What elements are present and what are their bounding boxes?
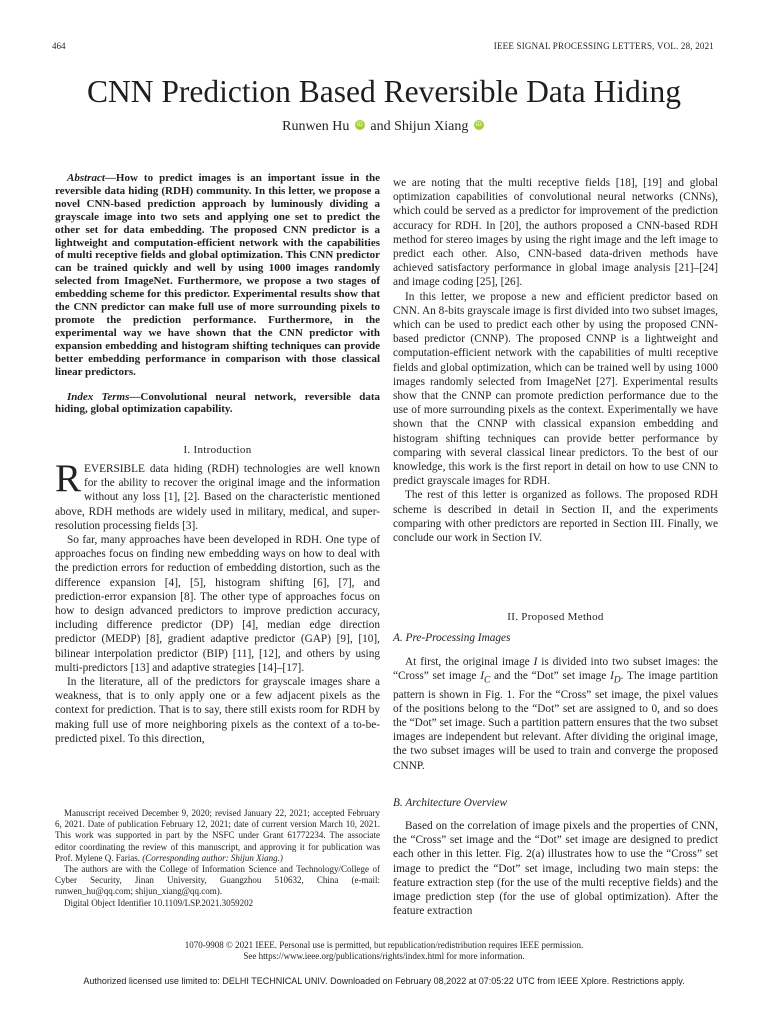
journal-header: IEEE SIGNAL PROCESSING LETTERS, VOL. 28, 2021	[493, 41, 714, 51]
intro-paragraph-3: In the literature, all of the predictors for grayscale images share a weakness, that is to only apply one or a few adjacent pixels as the context for prediction. That is to say, there still exists room for RDH by making full use of more neighboring pixels as the context of a to-be-predicted pixel. To this direction,	[55, 676, 380, 745]
footnote	[55, 808, 380, 909]
index-terms-label: Index Terms	[67, 390, 130, 403]
copyright-line-1: 1070-9908 © 2021 IEEE. Personal use is permitted, but republication/redistribution requires IEEE permission.	[184, 940, 584, 950]
intro-paragraph-4: we are noting that the multi receptive fields [18], [19] and global optimization capabilities of convolutional neural networks (CNNs), which could be served as a predictor for improvement of the prediction accuracy for RDH. In [20], the authors proposed a CNN-based RDH method for stereo images by using the right image and the left image to predict each other. Also, CNN-based data-driven methods have achieved satisfactory performance in global image analysis [21]–[24] and image coding [25], [26].	[393, 177, 718, 289]
paper-title: CNN Prediction Based Reversible Data Hiding	[86, 74, 681, 109]
abstract-label: Abstract	[67, 172, 105, 184]
introduction-body	[55, 457, 380, 746]
abstract-text: —How to predict images is an important issue in the reversible data hiding (RDH) community. In this letter, we propose a novel CNN-based prediction approach by luminously dividing a grayscale image into two sets and applying one set to predict the other set for data embedding. The proposed CNN predictor is a lightweight and computation-efficient network with the capabilities of multi receptive fields and global optimization. This CNN predictor can be trained quickly and well by using 1000 images randomly selected from ImageNet. Furthermore, we propose a two stages of embedding scheme for this predictor. Experimental results show that the CNN predictor can make full use of more surrounding pixels to promote the prediction performance. Furthermore, in the experimental way we have shown that the CNN predictor with expansion embedding and histogram shifting techniques can provide better embedding performance in comparison with those classical linear predictors.	[55, 172, 380, 378]
intro-paragraph-1: EVERSIBLE data hiding (RDH) technologies are well known for the ability to recover the original image and the information without any loss [1], [2]. Based on the characteristic mentioned above, RDH methods are widely used in military, medical, and super-resolution processing fields [3].	[55, 463, 380, 532]
architecture-body	[393, 819, 718, 918]
page-number: 464	[52, 41, 66, 51]
copyright-notice	[0, 940, 768, 962]
copyright-line-2: See https://www.ieee.org/publications/rights/index.html for more information.	[243, 951, 525, 961]
right-column-intro	[393, 176, 718, 545]
author-line	[0, 119, 768, 135]
intro-paragraph-6: The rest of this letter is organized as follows. The proposed RDH scheme is described in detail in Section II, and the experiments comparing with other predictors are reported in Section III. Finally, we conclude our work in Section IV.	[393, 489, 718, 545]
index-terms-text: —Convolutional neural network, reversible data hiding, global optimization capability.	[55, 390, 380, 416]
author-2: and Shijun Xiang	[370, 119, 469, 134]
subsection-heading-preprocessing: A. Pre-Processing Images	[393, 632, 511, 644]
footnote-doi: Digital Object Identifier 10.1109/LSP.2021.3059202	[64, 897, 254, 908]
section-heading-proposed-method: II. Proposed Method	[507, 611, 604, 623]
license-notice: Authorized licensed use limited to: DELHI TECHNICAL UNIV. Downloaded on February 08,2022 at 07:05:22 UTC from IEEE Xplore. Restrictions apply.	[83, 976, 685, 986]
intro-paragraph-5: In this letter, we propose a new and efficient predictor based on CNN. An 8-bits grayscale image is first divided into two subset images, which can be used to predict each other by using the proposed CNN-based predictor (CNNP). The proposed CNNP is a lightweight and computation-efficient network with the capabilities of multi receptive fields and global optimization, which can be trained well by using 1000 images randomly selected from ImageNet [27]. Experimental results show that the CNNP can promote prediction performance due to the use of more surrounding pixels as the context. Experimentally we have shown that the CNNP with classical expansion embedding and histogram shifting techniques can provide better performance by comparing with several classical linear predictors. To the best of our knowledge, this work is the first report in detail on how to use CNN to predict grayscale images for RDH.	[393, 290, 718, 488]
footnote-manuscript: Manuscript received December 9, 2020; revised January 22, 2021; accepted February 6, 2021. Date of publication February 12, 2021; date of current version March 10, 2021. This work was supported in part by the NSFC under Grant 61772234. The associate editor coordinating the review of this manuscript, and approving it for publication was Prof. Mylene Q. Farias.	[55, 808, 380, 863]
footnote-corresponding: (Corresponding author: Shijun Xiang.)	[142, 852, 283, 863]
orcid-icon[interactable]: iD	[474, 120, 484, 130]
architecture-paragraph: Based on the correlation of image pixels and the properties of CNN, the “Cross” set image and the “Dot” set image are designed to predict each other in this letter. Fig. 2(a) illustrates how to use the “Cross” set image to predict the “Dot” set image, including two main steps: the feature extraction step (for the use of the multi receptive fields) and the image prediction step (for the use of global optimization). After the feature extraction	[393, 820, 718, 918]
subsection-heading-architecture: B. Architecture Overview	[393, 797, 508, 809]
intro-paragraph-2: So far, many approaches have been developed in RDH. One type of approaches focus on finding new embedding ways on how to deal with the prediction errors for reduction of embedding distortion, such as the difference expansion [4], [5], histogram shifting [6], [7], and prediction-error expansion [8]. The other type of approaches focus on how to design advanced predictors to improve prediction accuracy, including difference predictor (DP) [4], median edge direction predictor (MEDP) [8], gradient adaptive predictor (GAP) [9], [10], bilinear interpolation predictor (BIP) [11], [12], and others by using multi-predictors [13] and adaptive strategies [14]–[17].	[55, 534, 380, 674]
section-heading-introduction: I. Introduction	[183, 444, 252, 456]
preprocessing-paragraph: At first, the original image I is divided into two subset images: the “Cross” set image $I_C$ and the “Dot” set image $I_D$. The image partition pattern is shown in Fig. 1. For the “Cross” set image, the pixel values of the positions belong to the “Dot” set are assigned to 0, and so does the “Dot” set image. Such a partition pattern ensures that the two subset images are independent but relevant. After dividing the original image, the two subset images will be used to train and converge the proposed CNNP.	[393, 656, 719, 772]
author-1: Runwen Hu	[282, 119, 350, 134]
preprocessing-body	[393, 655, 718, 773]
footnote-affiliation: The authors are with the College of Information Science and Technology/College of Cyber Security, Jinan University, Guangzhou 510632, China (e-mail: runwen_hu@qq.com; shijun_xiang@qq.com).	[55, 864, 380, 897]
abstract	[55, 172, 380, 416]
orcid-icon[interactable]: iD	[355, 120, 365, 130]
drop-cap: R	[55, 457, 82, 500]
